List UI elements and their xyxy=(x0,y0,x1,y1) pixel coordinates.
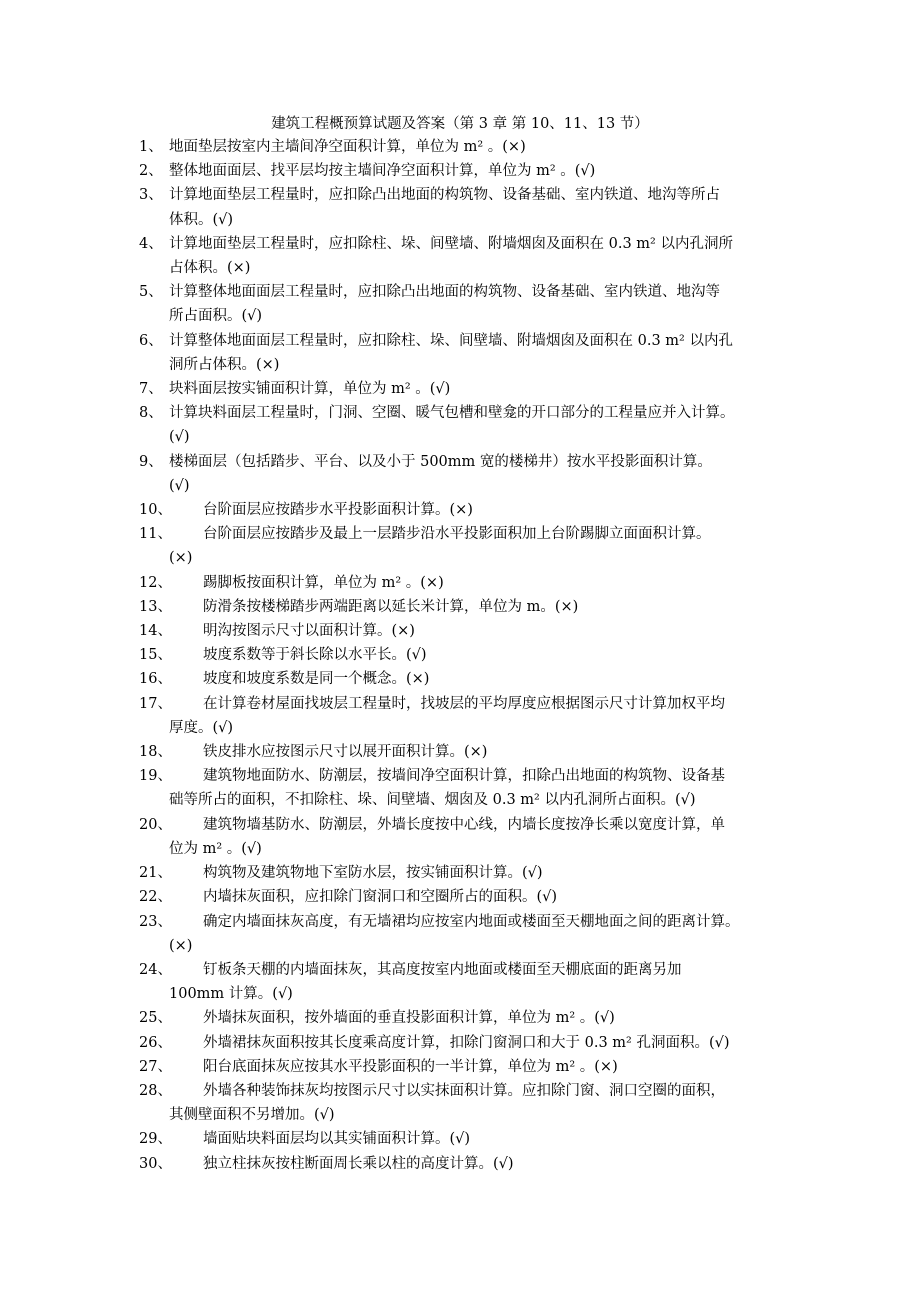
question-number: 17、 xyxy=(139,695,172,712)
question-line: (×) xyxy=(169,937,193,954)
question-line: 计算地面垫层工程量时，应扣除柱、垛、间壁墙、附墙烟囱及面积在 0.3 m² 以内孔洞所 xyxy=(169,235,733,252)
question-line: 明沟按图示尺寸以面积计算。(×) xyxy=(203,623,415,640)
question-text xyxy=(169,280,794,328)
question-item xyxy=(0,958,920,1006)
question-item xyxy=(0,1006,920,1030)
question-item xyxy=(0,643,920,667)
question-number: 19、 xyxy=(139,768,172,785)
question-number: 10、 xyxy=(139,502,172,519)
question-number: 25、 xyxy=(139,1010,172,1027)
question-text xyxy=(169,522,794,570)
question-text xyxy=(169,740,794,764)
question-text xyxy=(169,861,794,885)
question-line: (√) xyxy=(169,429,190,446)
question-number: 28、 xyxy=(139,1082,172,1099)
question-line: 踢脚板按面积计算，单位为 m² 。(×) xyxy=(203,574,444,591)
question-item xyxy=(0,232,920,280)
question-number: 2、 xyxy=(139,163,163,180)
question-line: 台阶面层应按踏步水平投影面积计算。(×) xyxy=(203,502,473,519)
question-item xyxy=(0,740,920,764)
question-line: 构筑物及建筑物地下室防水层，按实铺面积计算。(√) xyxy=(203,865,543,882)
question-line: 楼梯面层（包括踏步、平台、以及小于 500mm 宽的楼梯井）按水平投影面积计算。 xyxy=(169,453,712,470)
question-line: 洞所占体积。(×) xyxy=(169,356,280,373)
question-line: 坡度系数等于斜长除以水平长。(√) xyxy=(203,647,427,664)
question-number: 7、 xyxy=(139,381,163,398)
question-line: 计算地面垫层工程量时，应扣除凸出地面的构筑物、设备基础、室内铁道、地沟等所占 xyxy=(169,187,720,204)
question-number: 12、 xyxy=(139,574,172,591)
question-number: 22、 xyxy=(139,889,172,906)
question-text xyxy=(169,885,794,909)
question-line: 所占面积。(√) xyxy=(169,308,263,325)
question-number: 11、 xyxy=(139,526,172,543)
question-item xyxy=(0,910,920,958)
question-list xyxy=(0,135,920,1176)
question-line: 其侧壁面积不另增加。(√) xyxy=(169,1107,335,1124)
question-text xyxy=(169,910,801,958)
question-item xyxy=(0,1055,920,1079)
question-line: 计算块料面层工程量时，门洞、空圈、暖气包槽和壁龛的开口部分的工程量应并入计算。 xyxy=(169,405,735,422)
question-line: 墙面贴块料面层均以其实铺面积计算。(√) xyxy=(203,1131,471,1148)
question-line: 建筑物墙基防水、防潮层，外墙长度按中心线，内墙长度按净长乘以宽度计算，单 xyxy=(203,816,725,833)
question-line: 外墙各种装饰抹灰均按图示尺寸以实抹面积计算。应扣除门窗、洞口空圈的面积， xyxy=(203,1082,725,1099)
question-item xyxy=(0,571,920,595)
question-line: 建筑物地面防水、防潮层，按墙间净空面积计算，扣除凸出地面的构筑物、设备基 xyxy=(203,768,725,785)
question-number: 30、 xyxy=(139,1155,172,1172)
question-number: 5、 xyxy=(139,284,163,301)
question-text xyxy=(169,1031,794,1055)
question-line: 铁皮排水应按图示尺寸以展开面积计算。(×) xyxy=(203,744,488,761)
question-text xyxy=(169,183,794,231)
question-item xyxy=(0,377,920,401)
question-text xyxy=(169,571,794,595)
question-number: 20、 xyxy=(139,816,172,833)
question-line: 确定内墙面抹灰高度，有无墙裙均应按室内地面或楼面至天棚地面之间的距离计算。 xyxy=(203,913,740,930)
question-line: 地面垫层按室内主墙间净空面积计算，单位为 m² 。(×) xyxy=(169,139,526,155)
question-item xyxy=(0,692,920,740)
question-number: 16、 xyxy=(139,671,172,688)
question-item xyxy=(0,498,920,522)
question-number: 8、 xyxy=(139,405,163,422)
question-line: 体积。(√) xyxy=(169,211,234,228)
question-item xyxy=(0,764,920,812)
question-text xyxy=(169,450,794,498)
question-line: 外墙抹灰面积，按外墙面的垂直投影面积计算，单位为 m² 。(√) xyxy=(203,1010,615,1027)
question-number: 1、 xyxy=(139,139,163,155)
question-text xyxy=(169,595,794,619)
question-number: 14、 xyxy=(139,623,172,640)
question-text xyxy=(169,619,794,643)
question-number: 13、 xyxy=(139,598,172,615)
question-item xyxy=(0,595,920,619)
question-line: 独立柱抹灰按柱断面周长乘以柱的高度计算。(√) xyxy=(203,1155,514,1172)
question-line: 占体积。(×) xyxy=(169,260,251,277)
question-line: 块料面层按实铺面积计算，单位为 m² 。(√) xyxy=(169,381,451,398)
question-line: 钉板条天棚的内墙面抹灰，其高度按室内地面或楼面至天棚底面的距离另加 xyxy=(203,961,682,978)
question-line: 计算整体地面面层工程量时，应扣除柱、垛、间壁墙、附墙烟囱及面积在 0.3 m² 以内孔 xyxy=(169,332,733,349)
question-line: 坡度和坡度系数是同一个概念。(×) xyxy=(203,671,430,688)
question-text xyxy=(169,764,794,812)
question-item xyxy=(0,885,920,909)
question-item xyxy=(0,280,920,328)
question-text xyxy=(169,1152,794,1176)
question-line: 础等所占的面积，不扣除柱、垛、间壁墙、烟囱及 0.3 m² 以内孔洞所占面积。(√) xyxy=(169,792,696,809)
question-text xyxy=(169,159,794,183)
question-number: 15、 xyxy=(139,647,172,664)
question-line: 台阶面层应按踏步及最上一层踏步沿水平投影面积加上台阶踢脚立面面积计算。 xyxy=(203,526,711,543)
question-number: 18、 xyxy=(139,744,172,761)
question-number: 6、 xyxy=(139,332,163,349)
question-text xyxy=(169,692,794,740)
question-number: 27、 xyxy=(139,1058,172,1075)
document-title: 建筑工程概预算试题及答案（第 3 章 第 10、11、13 节） xyxy=(271,116,649,132)
question-number: 3、 xyxy=(139,187,163,204)
question-line: 在计算卷材屋面找坡层工程量时，找坡层的平均厚度应根据图示尺寸计算加权平均 xyxy=(203,695,725,712)
question-item xyxy=(0,450,920,498)
question-line: (×) xyxy=(169,550,193,567)
question-item xyxy=(0,1127,920,1151)
question-item xyxy=(0,522,920,570)
question-text xyxy=(169,1127,794,1151)
question-text xyxy=(169,232,794,280)
question-line: 外墙裙抹灰面积按其长度乘高度计算，扣除门窗洞口和大于 0.3 m² 孔洞面积。(√) xyxy=(203,1034,730,1051)
question-number: 9、 xyxy=(139,453,163,470)
question-text xyxy=(169,958,794,1006)
question-number: 29、 xyxy=(139,1131,172,1148)
question-line: 计算整体地面面层工程量时，应扣除凸出地面的构筑物、设备基础、室内铁道、地沟等 xyxy=(169,284,720,301)
question-item xyxy=(0,813,920,861)
question-item xyxy=(0,667,920,691)
question-item xyxy=(0,329,920,377)
question-text xyxy=(169,377,794,401)
question-text xyxy=(169,643,794,667)
question-text xyxy=(169,498,794,522)
question-line: 位为 m² 。(√) xyxy=(169,840,262,857)
question-line: 整体地面面层、找平层均按主墙间净空面积计算，单位为 m² 。(√) xyxy=(169,163,596,180)
question-number: 26、 xyxy=(139,1034,172,1051)
question-line: 100mm 计算。(√) xyxy=(169,986,293,1003)
question-item xyxy=(0,183,920,231)
question-text xyxy=(169,813,794,861)
question-line: 厚度。(√) xyxy=(169,719,234,736)
question-number: 23、 xyxy=(139,913,172,930)
question-text xyxy=(169,1079,794,1127)
question-number: 4、 xyxy=(139,235,163,252)
question-text xyxy=(169,135,794,159)
question-line: 阳台底面抹灰应按其水平投影面积的一半计算，单位为 m² 。(×) xyxy=(203,1058,618,1075)
question-item xyxy=(0,861,920,885)
question-text xyxy=(169,667,794,691)
question-number: 24、 xyxy=(139,961,172,978)
question-item xyxy=(0,619,920,643)
question-line: 防滑条按楼梯踏步两端距离以延长米计算，单位为 m。(×) xyxy=(203,598,579,615)
question-text xyxy=(169,401,801,449)
question-item xyxy=(0,159,920,183)
question-text xyxy=(169,1055,794,1079)
question-line: 内墙抹灰面积，应扣除门窗洞口和空圈所占的面积。(√) xyxy=(203,889,558,906)
question-item xyxy=(0,1152,920,1176)
question-item xyxy=(0,1031,920,1055)
question-text xyxy=(169,329,794,377)
question-line: (√) xyxy=(169,477,190,494)
question-number: 21、 xyxy=(139,865,172,882)
question-text xyxy=(169,1006,794,1030)
question-item xyxy=(0,1079,920,1127)
question-item xyxy=(0,135,920,159)
question-item xyxy=(0,401,920,449)
